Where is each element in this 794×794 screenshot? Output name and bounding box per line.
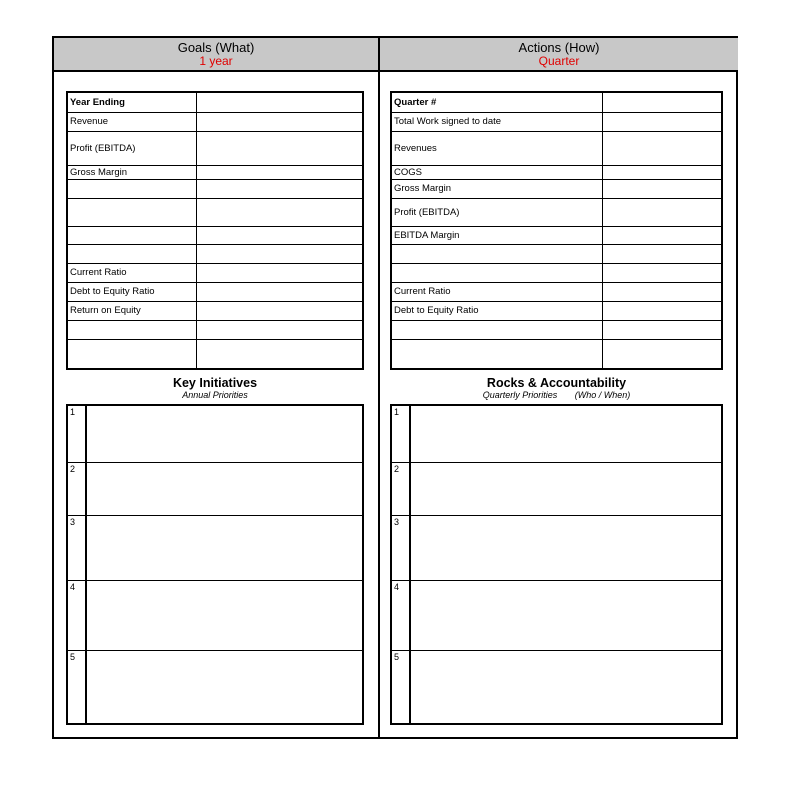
metric-value[interactable]	[603, 198, 723, 226]
table-row	[391, 92, 722, 112]
table-row	[67, 112, 363, 131]
priority-entry[interactable]	[86, 405, 363, 462]
actions-title: Actions (How)	[518, 40, 600, 55]
priority-number: 2	[67, 462, 86, 515]
metric-value[interactable]	[603, 263, 723, 282]
key-initiatives-table	[66, 404, 364, 725]
list-item	[391, 650, 722, 724]
metric-label: Current Ratio	[67, 263, 197, 282]
priority-entry[interactable]	[410, 462, 722, 515]
metric-value[interactable]	[603, 339, 723, 369]
metric-value[interactable]	[197, 320, 364, 339]
table-row	[391, 263, 722, 282]
metric-label	[67, 226, 197, 244]
metric-label: Debt to Equity Ratio	[67, 282, 197, 301]
metric-label: Current Ratio	[391, 282, 603, 301]
priority-entry[interactable]	[86, 650, 363, 724]
priority-number: 4	[67, 580, 86, 650]
priority-entry[interactable]	[410, 650, 722, 724]
metric-value[interactable]	[197, 198, 364, 226]
table-row	[67, 339, 363, 369]
metric-value[interactable]	[603, 244, 723, 263]
metric-label: Profit (EBITDA)	[391, 198, 603, 226]
key-initiatives-title: Key Initiatives	[172, 376, 258, 390]
list-item	[391, 462, 722, 515]
metric-value[interactable]	[603, 320, 723, 339]
metric-label	[67, 179, 197, 198]
metric-label: Revenues	[391, 131, 603, 165]
metric-label	[391, 244, 603, 263]
goals-metrics-table	[66, 91, 364, 370]
table-row	[391, 282, 722, 301]
actions-metrics-table	[390, 91, 723, 370]
goals-subtitle: 1 year	[199, 54, 233, 68]
metric-value[interactable]	[603, 282, 723, 301]
table-row	[67, 320, 363, 339]
rocks-heading	[390, 376, 723, 401]
list-item	[391, 515, 722, 580]
metric-label	[67, 198, 197, 226]
priority-entry[interactable]	[410, 515, 722, 580]
column-divider	[378, 38, 380, 737]
metric-value[interactable]	[603, 165, 723, 179]
table-row	[67, 92, 363, 112]
list-item	[67, 405, 363, 462]
key-initiatives-heading	[66, 376, 364, 401]
table-row	[67, 131, 363, 165]
rocks-table	[390, 404, 723, 725]
table-row	[391, 165, 722, 179]
metric-value[interactable]	[603, 92, 723, 112]
table-row	[391, 301, 722, 320]
priority-number: 3	[391, 515, 410, 580]
rocks-title: Rocks & Accountability	[486, 376, 627, 390]
metric-label: EBITDA Margin	[391, 226, 603, 244]
metric-label: Total Work signed to date	[391, 112, 603, 131]
table-row	[67, 226, 363, 244]
metric-label	[391, 263, 603, 282]
table-row	[67, 198, 363, 226]
table-row	[391, 112, 722, 131]
priority-number: 3	[67, 515, 86, 580]
priority-number: 5	[67, 650, 86, 724]
table-row	[67, 179, 363, 198]
table-row	[391, 131, 722, 165]
metric-value[interactable]	[197, 131, 364, 165]
metric-label: Gross Margin	[391, 179, 603, 198]
metric-value[interactable]	[197, 165, 364, 179]
priority-number: 4	[391, 580, 410, 650]
metric-label	[391, 339, 603, 369]
goals-title: Goals (What)	[177, 40, 255, 55]
metric-label: Gross Margin	[67, 165, 197, 179]
table-row	[67, 244, 363, 263]
table-row	[391, 226, 722, 244]
list-item	[391, 405, 722, 462]
table-row	[391, 244, 722, 263]
metric-value[interactable]	[197, 179, 364, 198]
priority-number: 2	[391, 462, 410, 515]
metric-label	[67, 339, 197, 369]
list-item	[67, 650, 363, 724]
table-row	[67, 301, 363, 320]
list-item	[67, 462, 363, 515]
metric-value[interactable]	[197, 244, 364, 263]
metric-value[interactable]	[197, 263, 364, 282]
metric-label: Debt to Equity Ratio	[391, 301, 603, 320]
metric-label	[67, 320, 197, 339]
metric-label: Quarter #	[391, 92, 603, 112]
priority-entry[interactable]	[86, 515, 363, 580]
actions-header	[380, 38, 738, 72]
key-initiatives-subtitle: Annual Priorities	[182, 390, 248, 400]
metric-value[interactable]	[603, 226, 723, 244]
priority-entry[interactable]	[410, 405, 722, 462]
actions-subtitle: Quarter	[538, 54, 580, 68]
table-row	[67, 282, 363, 301]
metric-value[interactable]	[197, 112, 364, 131]
goals-header	[54, 38, 378, 72]
metric-value[interactable]	[197, 301, 364, 320]
metric-value[interactable]	[603, 179, 723, 198]
metric-value[interactable]	[603, 112, 723, 131]
metric-value[interactable]	[197, 339, 364, 369]
table-row	[391, 320, 722, 339]
metric-value[interactable]	[197, 282, 364, 301]
metric-label: Revenue	[67, 112, 197, 131]
metric-value[interactable]	[603, 301, 723, 320]
metric-label: Return on Equity	[67, 301, 197, 320]
table-row	[67, 263, 363, 282]
table-row	[67, 165, 363, 179]
metric-label: Year Ending	[67, 92, 197, 112]
priority-number: 1	[67, 405, 86, 462]
metric-label	[67, 244, 197, 263]
table-row	[391, 339, 722, 369]
metric-label: Profit (EBITDA)	[67, 131, 197, 165]
list-item	[67, 580, 363, 650]
metric-value[interactable]	[197, 92, 364, 112]
metric-label	[391, 320, 603, 339]
list-item	[391, 580, 722, 650]
table-row	[391, 198, 722, 226]
metric-label: COGS	[391, 165, 603, 179]
priority-entry[interactable]	[86, 462, 363, 515]
list-item	[67, 515, 363, 580]
metric-value[interactable]	[197, 226, 364, 244]
priority-entry[interactable]	[410, 580, 722, 650]
rocks-subtitle: Quarterly Priorities (Who / When)	[482, 390, 631, 400]
priority-number: 1	[391, 405, 410, 462]
metric-value[interactable]	[603, 131, 723, 165]
priority-number: 5	[391, 650, 410, 724]
table-row	[391, 179, 722, 198]
priority-entry[interactable]	[86, 580, 363, 650]
